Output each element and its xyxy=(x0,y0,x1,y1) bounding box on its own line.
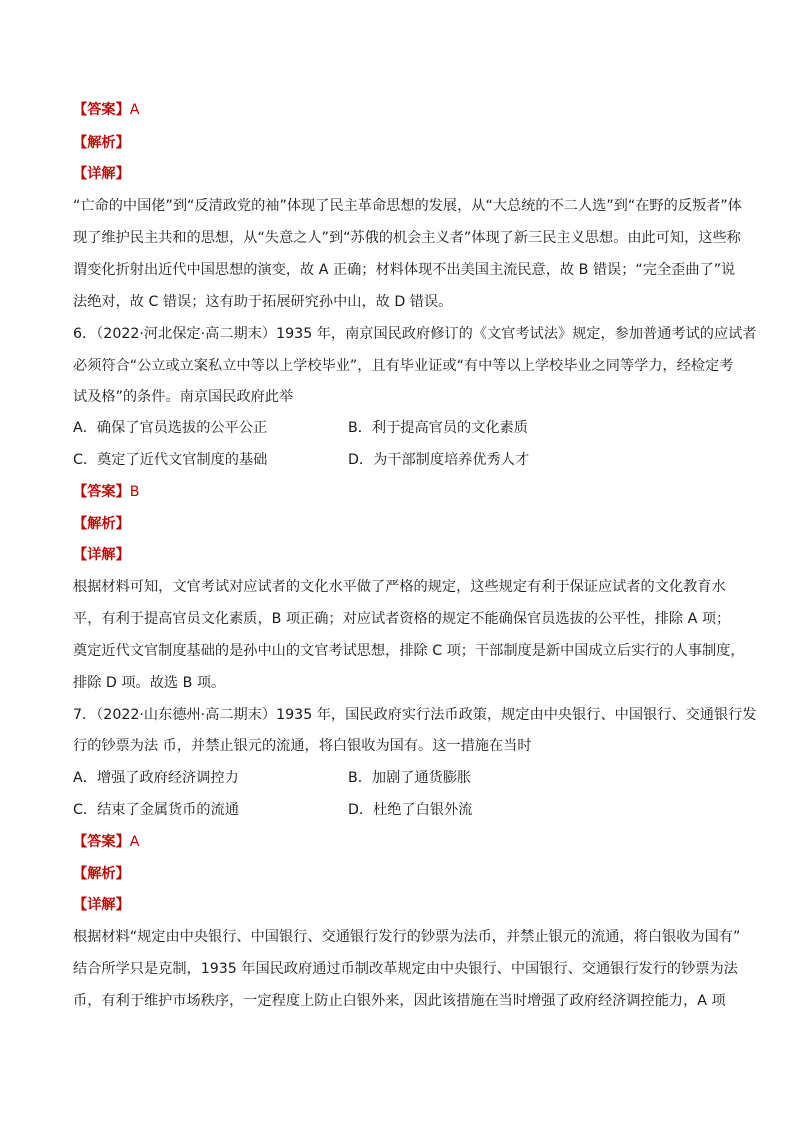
q7-stem-line: 行的钞票为法 币，并禁止银元的流通，将白银收为国有。这一措施在当时 xyxy=(73,738,532,754)
answer-label: 【答案】 xyxy=(73,834,130,850)
answer-label: 【答案】 xyxy=(73,484,130,500)
q5-detail-label: 【详解】 xyxy=(73,166,130,182)
q6-answer xyxy=(73,482,140,502)
q7-stem-line: 7．（2022·山东德州·高二期末）1935 年，国民政府实行法币政策，规定由中央银行、中国银行、交通银行发 xyxy=(73,707,757,723)
q6-analysis-label: 【解析】 xyxy=(73,516,130,532)
answer-value: B xyxy=(129,484,140,500)
q7-detail-line: 结合所学只是克制，1935 年国民政府通过币制改革规定由中央银行、中国银行、交通银行发行的钞票为法 xyxy=(73,961,738,977)
q6-detail-label: 【详解】 xyxy=(73,547,130,563)
q7-option-b: B．加剧了通货膨胀 xyxy=(348,770,472,786)
q6-stem-line: 试及格”的条件。南京国民政府此举 xyxy=(73,389,294,405)
answer-value: A xyxy=(129,102,140,118)
q7-answer xyxy=(73,832,139,852)
q7-option-d: D．杜绝了白银外流 xyxy=(348,802,473,818)
q6-option-b: B．利于提高官员的文化素质 xyxy=(348,420,528,436)
q6-stem-line: 6．（2022·河北保定·高二期末）1935 年，南京国民政府修订的《文官考试法》规定，参加普通考试的应试者 xyxy=(73,326,757,342)
answer-value: A xyxy=(129,834,140,850)
q7-option-c: C．结束了金属货币的流通 xyxy=(73,802,239,818)
q7-analysis-label: 【解析】 xyxy=(73,866,130,882)
q7-option-a: A．增强了政府经济调控力 xyxy=(73,770,239,786)
answer-label: 【答案】 xyxy=(73,102,130,118)
q6-option-d: D．为干部制度培养优秀人才 xyxy=(348,452,530,468)
q7-detail-line: 币，有利于维护市场秩序，一定程度上防止白银外来，因此该措施在当时增强了政府经济调控能力，A 项 xyxy=(73,993,726,1009)
q6-detail-line: 奠定近代文官制度基础的是孙中山的文官考试思想，排除 C 项；干部制度是新中国成立后实行的人事制度， xyxy=(73,643,745,659)
q7-detail-label: 【详解】 xyxy=(73,897,130,913)
q6-detail-line: 平，有利于提高官员文化素质，B 项正确；对应试者资格的规定不能确保官员选拔的公平性，排除 A 项； xyxy=(73,611,731,627)
q6-option-c: C．奠定了近代文官制度的基础 xyxy=(73,452,268,468)
q5-detail-line: 谓变化折射出近代中国思想的演变，故 A 正确；材料体现不出美国主流民意，故 B 错误；“完全歪曲了”说 xyxy=(73,262,736,278)
q6-option-a: A．确保了官员选拔的公平公正 xyxy=(73,420,268,436)
q6-stem-line: 必须符合“公立或立案私立中等以上学校毕业”，且有毕业证或“有中等以上学校毕业之同等学力，经检定考 xyxy=(73,358,734,374)
q5-analysis-label: 【解析】 xyxy=(73,135,130,151)
q6-detail-line: 排除 D 项。故选 B 项。 xyxy=(73,675,226,691)
q5-detail-line: “亡命的中国佬”到“反清政党的袖”体现了民主革命思想的发展，从“大总统的不二人选”到“在野的反叛者”体 xyxy=(73,198,742,214)
q5-detail-line: 现了维护民主共和的思想，从“失意之人”到“苏俄的机会主义者”体现了新三民主义思想。由此可知，这些称 xyxy=(73,230,741,246)
q5-answer xyxy=(73,100,139,120)
q7-detail-line: 根据材料“规定由中央银行、中国银行、交通银行发行的钞票为法币，并禁止银元的流通，将白银收为国有” xyxy=(73,929,741,945)
q6-detail-line: 根据材料可知，文官考试对应试者的文化水平做了严格的规定，这些规定有利于保证应试者的文化教育水 xyxy=(73,579,726,595)
q5-detail-line: 法绝对，故 C 错误；这有助于拓展研究孙中山，故 D 错误。 xyxy=(73,294,453,310)
